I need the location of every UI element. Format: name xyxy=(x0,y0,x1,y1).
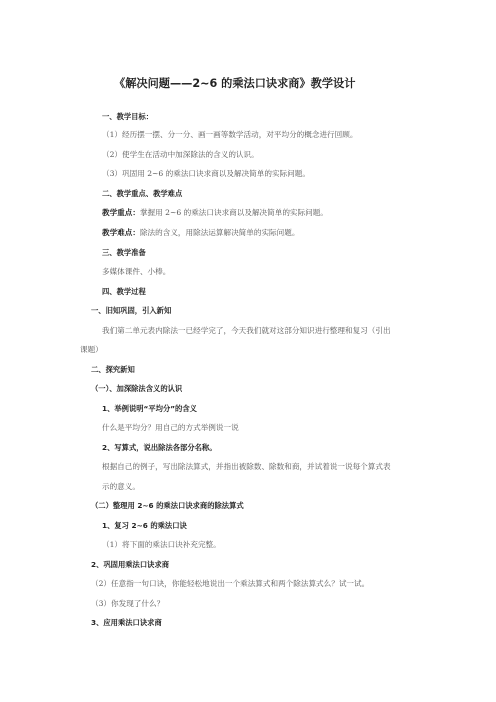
item-a2-heading: 2、写算式，说出除法各部分名称。 xyxy=(102,443,217,452)
item-a2-text-line-1: 根据自己的例子，写出除法算式，并指出被除数、除数和商，并试着说一说每个算式表 xyxy=(102,462,391,471)
preparation-text: 多媒体课件、小棒。 xyxy=(102,267,171,276)
part-1-heading: 一、旧知巩固，引入新知 xyxy=(91,306,172,315)
part-1-text-line-1: 我们第二单元表内除法一已经学完了，今天我们就对这部分知识进行整理和复习（引出 xyxy=(102,326,391,335)
page-title: 《解决问题——2~6 的乘法口诀求商》教学设计 xyxy=(114,77,356,90)
subsection-b-heading: （二）整理用 2~6 的乘法口诀求商的除法算式 xyxy=(91,501,244,510)
section-process-heading: 四、教学过程 xyxy=(102,287,146,296)
section-preparation-heading: 三、教学准备 xyxy=(102,248,146,257)
section-focus-heading: 二、教学重点、教学难点 xyxy=(102,189,183,198)
item-b1-heading: 1、复习 2~6 的乘法口诀 xyxy=(102,521,187,530)
item-a1-text: 什么是平均分？用自己的方式举例说一说 xyxy=(102,423,239,432)
objective-3: （3）巩固用 2~6 的乘法口诀求商以及解决简单的实际问题。 xyxy=(102,169,310,178)
teaching-focus-text: 掌握用 2~6 的乘法口诀求商以及解决简单的实际问题。 xyxy=(139,208,328,217)
item-a1-heading: 1、举例说明“平均分”的含义 xyxy=(102,404,197,413)
subsection-a-heading: （一）、加深除法含义的认识 xyxy=(91,384,183,393)
item-a2-text-line-2: 示的意义。 xyxy=(102,482,140,491)
item-b1-text: （1）将下面的乘法口诀补充完整。 xyxy=(102,540,221,549)
item-b3-heading: 3、应用乘法口诀求商 xyxy=(91,618,162,627)
section-objectives-heading: 一、教学目标： xyxy=(102,112,154,121)
teaching-focus xyxy=(102,208,328,218)
teaching-difficulty-text: 除法的含义，用除法运算解决简单的实际问题。 xyxy=(139,228,300,237)
part-1-text-line-2: 课题） xyxy=(80,345,103,354)
teaching-difficulty-label: 教学难点： xyxy=(102,228,140,237)
item-b2-heading: 2、巩固用乘法口诀求商 xyxy=(91,560,170,569)
item-b2-text-line-2: （3）你发现了什么？ xyxy=(91,599,165,608)
objective-1: （1）经历摆一摆、分一分、画一画等数学活动，对平均分的概念进行回顾。 xyxy=(102,130,358,139)
objective-2: （2）使学生在活动中加深除法的含义的认识。 xyxy=(102,150,259,159)
teaching-difficulty xyxy=(102,228,299,238)
part-2-heading: 二、探究新知 xyxy=(91,365,135,374)
teaching-focus-label: 教学重点： xyxy=(102,208,140,217)
item-b2-text-line-1: （2）任意指一句口诀，你能轻松地说出一个乘法算式和两个除法算式么？试一试。 xyxy=(91,579,370,588)
